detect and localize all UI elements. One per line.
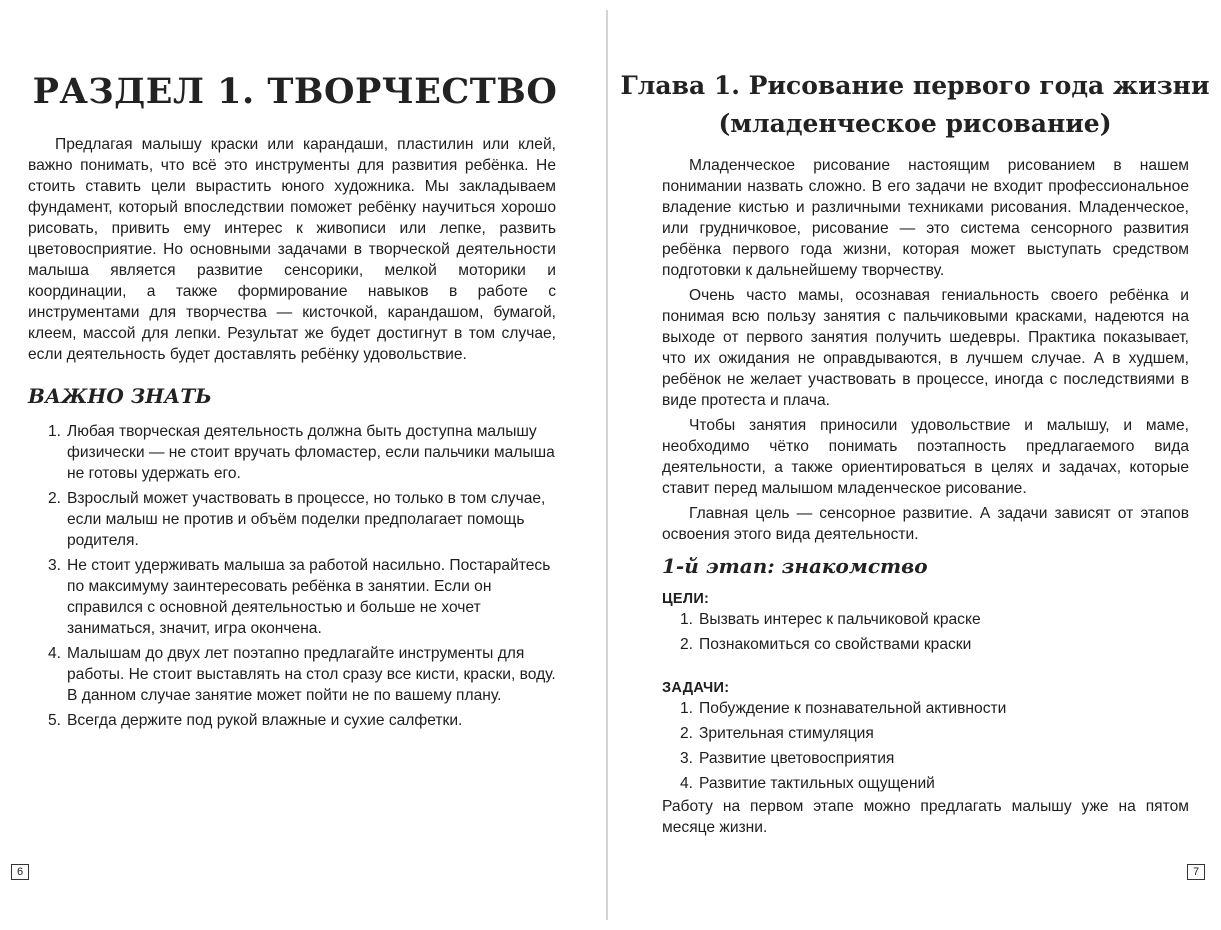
chapter-paragraph: Младенческое рисование настоящим рисованием в нашем понимании назвать сложно. В его задачи не входит профессиональное владение кистью и различными техниками рисования. Младенческое, или грудничковое, рисование — это система сенсорного развития ребёнка первого года жизни, которая может выступать средством подготовки к дальнейшему творчеству. — [662, 157, 1189, 279]
important-list — [48, 421, 556, 735]
list-item — [48, 488, 556, 551]
chapter-text-block — [662, 155, 1189, 549]
tasks-label: ЗАДАЧИ: — [662, 680, 730, 696]
list-item-number: 1. — [48, 423, 62, 440]
page-number-right: 7 — [1187, 864, 1205, 880]
list-item-text: Зрительная стимуляция — [699, 725, 874, 742]
list-item-text: Малышам до двух лет поэтапно предлагайте инструменты для работы. Не стоит выставлять на стол сразу все кисти, краски, воду. В данном случае занятие может пойти не по вашему плану. — [67, 645, 556, 704]
book-spine-divider — [606, 10, 608, 920]
chapter-title-line2: (младенческое рисование) — [718, 109, 1112, 138]
section-title: РАЗДЕЛ 1. ТВОРЧЕСТВО — [32, 71, 558, 112]
list-item-number: 5. — [48, 712, 62, 729]
list-item-text: Познакомиться со свойствами краски — [699, 636, 972, 653]
closing-paragraph: Работу на первом этапе можно предлагать малышу уже на пятом месяце жизни. — [662, 798, 1189, 836]
list-item-text: Вызвать интерес к пальчиковой краске — [699, 611, 981, 628]
list-item — [680, 723, 1180, 744]
list-item-number: 1. — [680, 700, 694, 717]
list-item — [680, 634, 1180, 655]
list-item — [48, 555, 556, 639]
list-item — [680, 609, 1180, 630]
tasks-list — [680, 698, 1180, 798]
chapter-paragraph: Чтобы занятия приносили удовольствие и малышу, и маме, необходимо чётко понимать поэтапность предлагаемого вида деятельности, а также ориентироваться в целях и задачах, которые ставит перед малышом младенческое рисование. — [662, 417, 1189, 497]
chapter-title — [609, 67, 1221, 143]
list-item — [680, 748, 1180, 769]
list-item-number: 3. — [48, 557, 62, 574]
list-item-text: Побуждение к познавательной активности — [699, 700, 1007, 717]
list-item — [48, 421, 556, 484]
list-item-number: 4. — [680, 775, 694, 792]
list-item-number: 4. — [48, 645, 62, 662]
list-item-text: Всегда держите под рукой влажные и сухие салфетки. — [67, 712, 463, 729]
list-item — [48, 710, 556, 731]
chapter-paragraph: Очень часто мамы, осознавая гениальность своего ребёнка и понимая всю пользу занятия с пальчиковыми красками, надеются на выходе от первого занятия получить шедевры. Практика показывает, что их ожидания не оправдываются, в лучшем случае. А в худшем, ребёнок не желает участвовать в процессе, иногда с последствиями в виде протеста и плача. — [662, 287, 1189, 409]
intro-paragraph: Предлагая малышу краски или карандаши, пластилин или клей, важно понимать, что всё это инструменты для развития ребёнка. Не стоить ставить цели вырастить юного художника. Мы закладываем фундамент, который впоследствии поможет ребёнку научиться хорошо рисовать, привить ему интерес к живописи или лепке, развить цветовосприятие. Но основными задачами в творческой деятельности малыша является развитие сенсорики, мелкой моторики и координации, а также формирование навыков в работе с инструментами для творчества — кисточкой, карандашом, бумагой, клеем, массой для лепки. Результат же будет достигнут в том случае, если деятельность будет доставлять ребёнку удовольствие. — [28, 136, 556, 363]
list-item-text: Любая творческая деятельность должна быть доступна малышу физически — не стоит вручать фломастер, если пальчики малыша не готовы удержать его. — [67, 423, 555, 482]
closing-text-block — [662, 796, 1189, 842]
list-item-text: Взрослый может участвовать в процессе, но только в том случае, если малыш не против и объём поделки предполагает помощь родителя. — [67, 490, 546, 549]
chapter-paragraph: Главная цель — сенсорное развитие. А задачи зависят от этапов освоения этого вида деятельности. — [662, 505, 1189, 543]
list-item-text: Развитие тактильных ощущений — [699, 775, 935, 792]
goals-list — [680, 609, 1180, 659]
list-item-number: 1. — [680, 611, 694, 628]
stage-heading: 1-й этап: знакомство — [662, 554, 928, 578]
left-page — [0, 0, 606, 930]
list-item-number: 3. — [680, 750, 694, 767]
intro-text-block — [28, 134, 556, 369]
list-item — [680, 773, 1180, 794]
page-number-left: 6 — [11, 864, 29, 880]
list-item-number: 2. — [680, 636, 694, 653]
goals-label: ЦЕЛИ: — [662, 591, 710, 607]
list-item-text: Не стоит удерживать малыша за работой насильно. Постарайтесь по максимуму заинтересовать ребёнка в занятии. Если он справился с основной деятельностью и больше не хочет заниматься, значит, игра окончена. — [67, 557, 551, 637]
list-item — [680, 698, 1180, 719]
list-item — [48, 643, 556, 706]
list-item-number: 2. — [48, 490, 62, 507]
chapter-title-line1: Глава 1. Рисование первого года жизни — [620, 71, 1210, 100]
list-item-number: 2. — [680, 725, 694, 742]
list-item-text: Развитие цветовосприятия — [699, 750, 895, 767]
right-page — [609, 0, 1221, 930]
important-heading: ВАЖНО ЗНАТЬ — [28, 384, 212, 408]
